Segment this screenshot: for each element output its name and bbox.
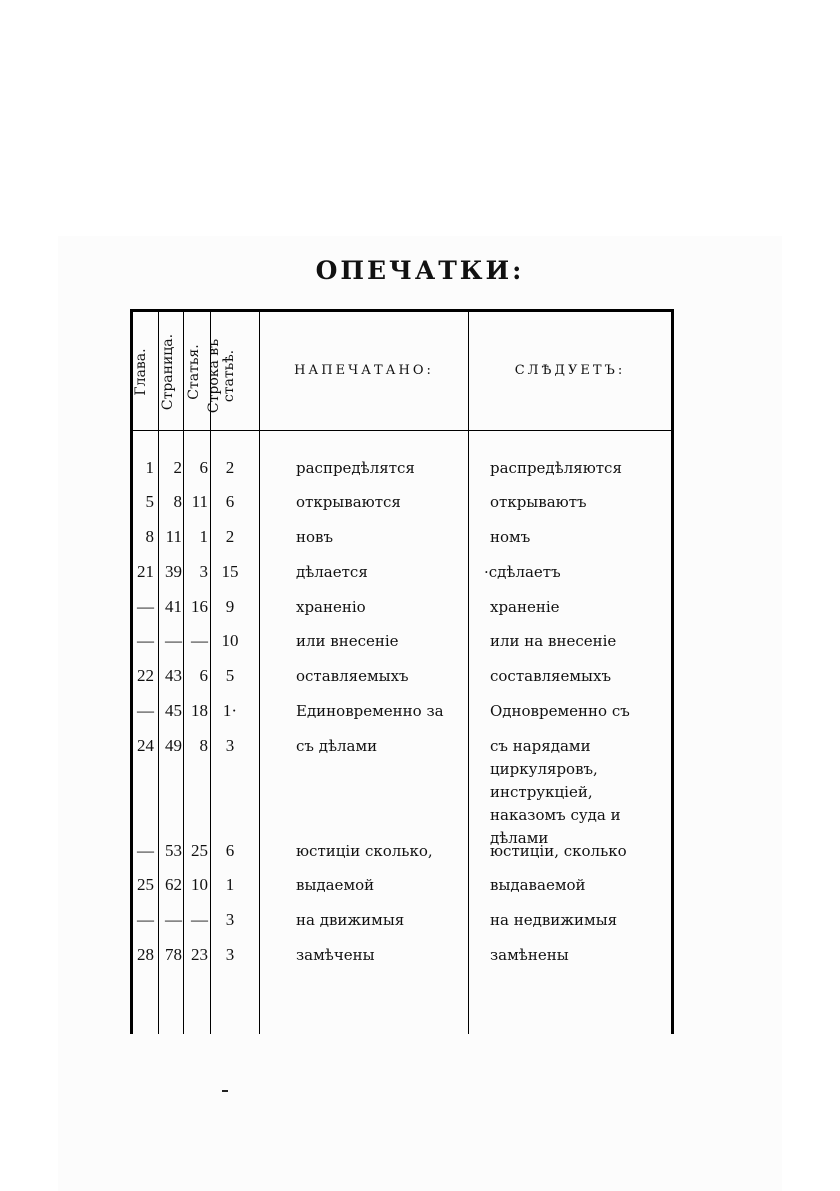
cell-line: 1· [222,701,238,720]
cell-printed: новъ [296,528,334,546]
cell-article: 11 [191,492,208,511]
cell-page: — [165,910,182,929]
cell-chapter: 8 [145,527,154,546]
header-line-label: Строка въ статьѣ. [206,338,238,414]
cell-chapter: — [137,841,154,860]
cell-should-be: замѣнены [490,946,569,964]
cell-should-be: распредѣляются [490,459,622,477]
cell-page: 62 [165,875,182,894]
cell-should-be: или на внесеніе [490,632,617,650]
cell-article: 1 [199,527,208,546]
cell-should-be: Одновременно съ [490,702,630,720]
cell-printed: дѣлается [296,563,368,581]
cell-page: 43 [165,666,182,685]
cell-line: 3 [225,736,235,755]
cell-printed: распредѣлятся [296,459,415,477]
cell-line: 3 [225,945,235,964]
cell-line: 10 [221,631,239,650]
cell-page: — [165,631,182,650]
page-title: ОПЕЧАТКИ: [315,256,525,285]
cell-line: 5 [225,666,235,685]
cell-should-be: номъ [490,528,531,546]
cell-page: 39 [165,562,182,581]
cell-article: 6 [199,666,208,685]
stray-mark [222,1090,228,1092]
cell-printed: на движимыя [296,911,405,929]
cell-printed: съ дѣлами [296,737,378,755]
cell-article: — [191,631,208,650]
cell-printed: или внесеніе [296,632,399,650]
cell-chapter: — [137,631,154,650]
cell-printed: замѣчены [296,946,375,964]
cell-chapter: — [137,597,154,616]
cell-article: 3 [199,562,208,581]
header-page: Страница. [160,333,176,411]
cell-article: 25 [191,841,208,860]
header-should-be: СЛѢДУЕТЪ: [514,363,626,378]
cell-page: 53 [165,841,182,860]
cell-line: 1 [225,875,235,894]
cell-chapter: 25 [137,875,154,894]
cell-chapter: 28 [137,945,154,964]
cell-line: 3 [225,910,235,929]
cell-printed: юстиціи сколько, [296,842,433,860]
cell-printed: храненіо [296,598,366,616]
cell-article: 6 [199,458,208,477]
cell-chapter: 22 [137,666,154,685]
cell-page: 45 [165,701,182,720]
cell-line: 6 [225,841,235,860]
cell-chapter: 24 [137,736,154,755]
cell-printed: оставляемыхъ [296,667,409,685]
cell-printed: выдаемой [296,876,375,894]
cell-should-be: храненіе [490,598,560,616]
cell-page: 41 [165,597,182,616]
cell-line: 15 [221,562,239,581]
cell-should-be: юстиціи, сколько [490,842,627,860]
cell-page: 8 [173,492,182,511]
cell-article: — [191,910,208,929]
cell-article: 18 [191,701,208,720]
cell-line: 2 [225,458,235,477]
cell-chapter: — [137,701,154,720]
cell-printed: открываются [296,493,401,511]
header-article: Статья. [186,344,202,400]
cell-should-be: ·сдѣлаетъ [484,563,561,581]
header-printed: НАПЕЧАТАНО: [294,363,434,378]
cell-article: 23 [191,945,208,964]
cell-page: 11 [165,527,182,546]
cell-chapter: 1 [145,458,154,477]
header-chapter: Глава. [133,348,149,396]
cell-line: 2 [225,527,235,546]
cell-should-be: составляемыхъ [490,667,611,685]
cell-chapter: 21 [137,562,154,581]
cell-page: 49 [165,736,182,755]
cell-printed: Единовременно за [296,702,444,720]
cell-page: 78 [165,945,182,964]
cell-should-be: съ нарядами циркуляровъ, инструкціей, наказомъ суда и дѣлами [490,737,621,847]
cell-should-be: открываютъ [490,493,587,511]
cell-should-be: на недвижимыя [490,911,618,929]
cell-should-be: выдаваемой [490,876,586,894]
cell-chapter: 5 [145,492,154,511]
cell-line: 6 [225,492,235,511]
cell-article: 16 [191,597,208,616]
cell-page: 2 [173,458,182,477]
cell-article: 8 [199,736,208,755]
cell-line: 9 [225,597,235,616]
cell-chapter: — [137,910,154,929]
cell-article: 10 [191,875,208,894]
